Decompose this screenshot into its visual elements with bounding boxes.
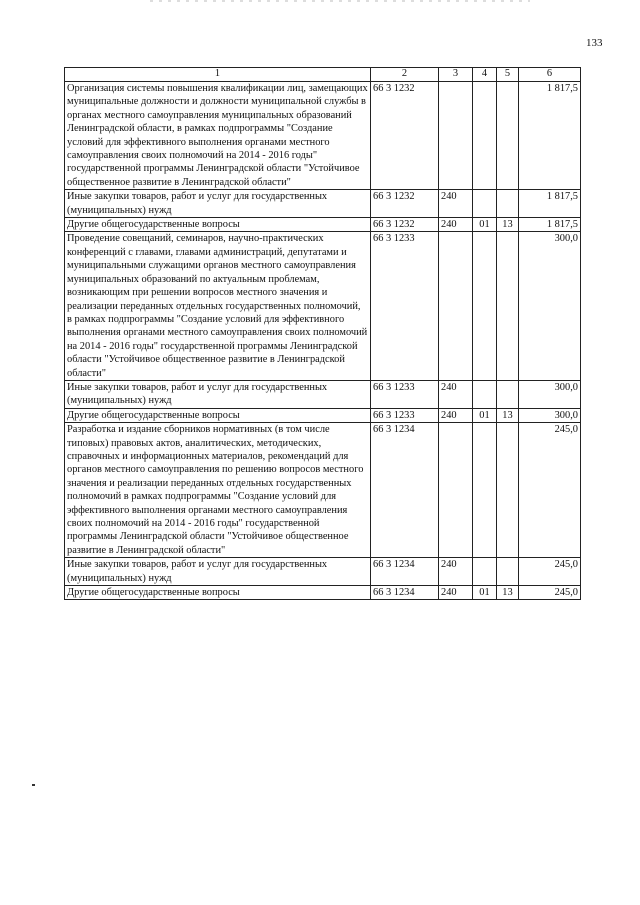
cell-subsection: 13 [497, 218, 519, 232]
table-row [65, 82, 581, 190]
cell-subsection: 13 [497, 408, 519, 422]
cell-code: 66 3 1234 [371, 586, 439, 600]
cell-subsection [497, 423, 519, 558]
cell-expense-type: 240 [439, 218, 473, 232]
table-row [65, 558, 581, 586]
cell-amount: 245,0 [519, 586, 581, 600]
cell-amount: 1 817,5 [519, 190, 581, 218]
cell-section [473, 380, 497, 408]
cell-code: 66 3 1234 [371, 558, 439, 586]
cell-name: Другие общегосударственные вопросы [65, 408, 371, 422]
cell-name: Иные закупки товаров, работ и услуг для государственных (муниципальных) нужд [65, 190, 371, 218]
cell-expense-type: 240 [439, 190, 473, 218]
cell-amount: 300,0 [519, 380, 581, 408]
table-row [65, 380, 581, 408]
cell-subsection [497, 380, 519, 408]
cell-expense-type [439, 232, 473, 380]
cell-amount: 1 817,5 [519, 218, 581, 232]
cell-name: Проведение совещаний, семинаров, научно-практических конференций с главами, главами администраций, депутатами и муниципальными служащими органов местного самоуправления муниципальных образований по актуальным проблемам, возникающим при решении вопросов местного значения и реализации переданных отдельных государственных полномочий, в рамках подпрограммы "Создание условий для эффективного выполнения органами местного самоуправления своих полномочий на 2014 - 2016 годы" государственной программы Ленинградской области "Устойчивое общественное развитие в Ленинградской области" [65, 232, 371, 380]
header-col-code: 2 [371, 68, 439, 82]
cell-name: Другие общегосударственные вопросы [65, 586, 371, 600]
cell-name: Иные закупки товаров, работ и услуг для государственных (муниципальных) нужд [65, 558, 371, 586]
cell-expense-type: 240 [439, 408, 473, 422]
cell-code: 66 3 1233 [371, 380, 439, 408]
cell-code: 66 3 1234 [371, 423, 439, 558]
cell-expense-type [439, 423, 473, 558]
cell-name: Организация системы повышения квалификации лиц, замещающих муниципальные должности и должности муниципальной службы в органах местного самоуправления муниципальных образований Ленинградской области, в рамках подпрограммы "Создание условий для эффективного выполнения органами местного самоуправления своих полномочий на 2014 - 2016 годы" государственной программы Ленинградской области "Устойчивое общественное развитие в Ленинградской области" [65, 82, 371, 190]
budget-table [64, 67, 581, 600]
cell-amount: 300,0 [519, 232, 581, 380]
header-col-vr: 3 [439, 68, 473, 82]
cell-name: Иные закупки товаров, работ и услуг для государственных (муниципальных) нужд [65, 380, 371, 408]
table-row [65, 586, 581, 600]
cell-section: 01 [473, 586, 497, 600]
table-row [65, 190, 581, 218]
table-row [65, 218, 581, 232]
cell-code: 66 3 1232 [371, 82, 439, 190]
cell-section [473, 82, 497, 190]
cell-section: 01 [473, 218, 497, 232]
table-row [65, 232, 581, 380]
cell-name: Разработка и издание сборников нормативных (в том числе типовых) правовых актов, аналитических, методических, справочных и информационных материалов, рекомендаций для органов местного самоуправления по решению вопросов местного значения и реализации переданных отдельных государственных полномочий в рамках подпрограммы "Создание условий для эффективного выполнения органами местного самоуправления своих полномочий на 2014 - 2016 годы" государственной программы Ленинградской области "Устойчивое общественное развитие в Ленинградской области" [65, 423, 371, 558]
page-number: 133 [586, 37, 603, 49]
cell-expense-type: 240 [439, 558, 473, 586]
cell-expense-type [439, 82, 473, 190]
cell-amount: 1 817,5 [519, 82, 581, 190]
table-row [65, 423, 581, 558]
cell-section [473, 232, 497, 380]
header-col-name: 1 [65, 68, 371, 82]
scan-mark [32, 784, 35, 786]
cell-expense-type: 240 [439, 380, 473, 408]
header-col-pr: 5 [497, 68, 519, 82]
cell-code: 66 3 1233 [371, 232, 439, 380]
cell-expense-type: 240 [439, 586, 473, 600]
cell-name: Другие общегосударственные вопросы [65, 218, 371, 232]
cell-section: 01 [473, 408, 497, 422]
cell-amount: 300,0 [519, 408, 581, 422]
header-col-sum: 6 [519, 68, 581, 82]
cell-code: 66 3 1233 [371, 408, 439, 422]
cell-amount: 245,0 [519, 423, 581, 558]
table-header-row [65, 68, 581, 82]
cell-section [473, 558, 497, 586]
cell-subsection [497, 232, 519, 380]
header-col-rz: 4 [473, 68, 497, 82]
cell-code: 66 3 1232 [371, 190, 439, 218]
scan-noise [150, 0, 530, 2]
cell-subsection: 13 [497, 586, 519, 600]
cell-code: 66 3 1232 [371, 218, 439, 232]
cell-subsection [497, 558, 519, 586]
cell-amount: 245,0 [519, 558, 581, 586]
cell-subsection [497, 82, 519, 190]
table-row [65, 408, 581, 422]
cell-subsection [497, 190, 519, 218]
cell-section [473, 190, 497, 218]
cell-section [473, 423, 497, 558]
